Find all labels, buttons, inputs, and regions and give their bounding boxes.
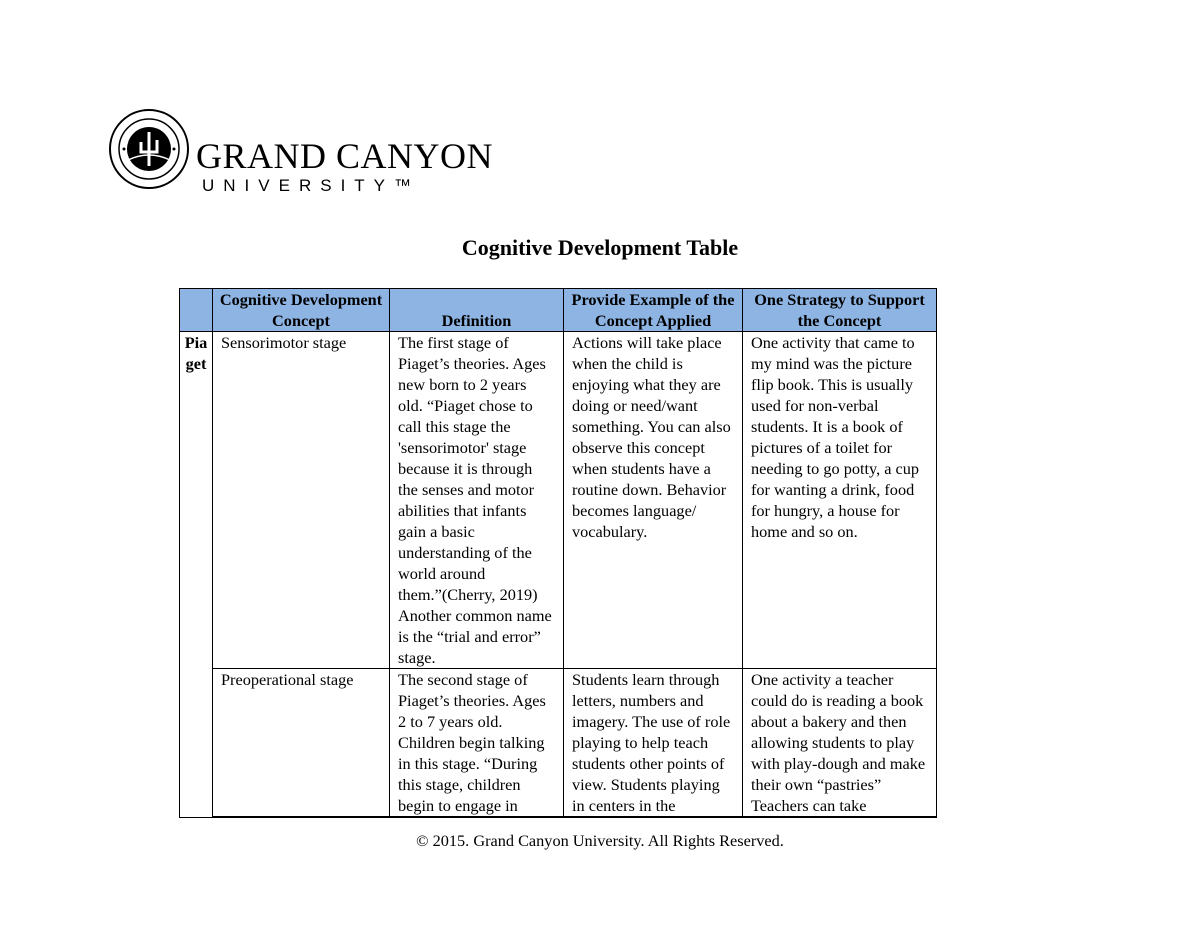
table-row — [180, 669, 937, 818]
definition-cell: The first stage of Piaget’s theories. Ages new born to 2 years old. “Piaget chose to call this stage the 'sensorimotor' stage because it is through the senses and motor abilities that infants gain a basic understanding of the world around them.”(Cherry, 2019) Another common name is the “trial and error” stage. — [390, 332, 564, 669]
logo-name-line1: GRAND CANYON — [196, 136, 494, 176]
table-header-row — [180, 289, 937, 332]
document-title: Cognitive Development Table — [461, 235, 739, 260]
definition-cell — [390, 669, 564, 818]
header-example: Provide Example of the Concept Applied — [564, 289, 743, 332]
university-logo — [108, 108, 494, 195]
header-blank — [180, 289, 213, 332]
strategy-cell: One activity that came to my mind was the picture flip book. This is usually used for non-verbal students. It is a book of pictures of a toilet for needing to go potty, a cup for wanting a drink, food for hungry, a house for home and so on. — [743, 332, 937, 669]
theorist-label: Piaget — [184, 333, 208, 373]
university-seal-icon — [108, 108, 190, 190]
cognitive-development-table — [179, 288, 937, 818]
header-concept: Cognitive Development Concept — [213, 289, 390, 332]
strategy-cell — [743, 669, 937, 818]
example-cell: Actions will take place when the child is enjoying what they are doing or need/want something. You can also observe this concept when students have a routine down. Behavior becomes language/ vocabulary. — [564, 332, 743, 669]
concept-cell — [213, 669, 390, 818]
example-text: Students learn through letters, numbers and imagery. The use of role playing to help teach students other points of view. Students playing in centers in the — [572, 670, 731, 815]
logo-name-line2: UNIVERSITY™ — [202, 176, 421, 195]
concept-cell: Sensorimotor stage — [213, 332, 390, 669]
concept-text: Preoperational stage — [221, 670, 354, 689]
copyright-footer: © 2015. Grand Canyon University. All Rights Reserved. — [416, 831, 784, 850]
header-strategy: One Strategy to Support the Concept — [743, 289, 937, 332]
table-row — [180, 332, 937, 669]
definition-text: The second stage of Piaget’s theories. Ages 2 to 7 years old. Children begin talking in this stage. “During this stage, children begin to engage in — [398, 670, 546, 815]
theorist-label-cell — [180, 332, 213, 818]
example-cell — [564, 669, 743, 818]
header-definition: Definition — [390, 289, 564, 332]
strategy-text: One activity a teacher could do is reading a book about a bakery and then allowing students to play with play-dough and make their own “pastries” Teachers can take — [751, 670, 926, 815]
